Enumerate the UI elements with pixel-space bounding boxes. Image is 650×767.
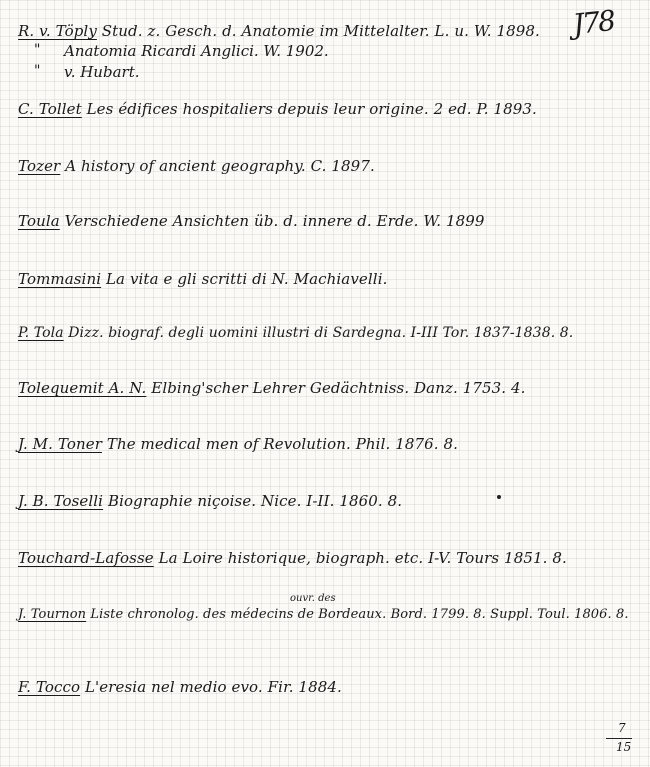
entry-title: Liste chronolog. des médecins de Bordeaux. Bord. 1799. 8. Suppl. Toul. 1806. 8. — [86, 607, 629, 622]
entry-title: Les édifices hospitaliers depuis leur origine. 2 ed. P. 1893. — [81, 100, 537, 118]
entry-title: Elbing'scher Lehrer Gedächtniss. Danz. 1753. 4. — [146, 379, 526, 397]
entry-title: Biographie niçoise. Nice. I-II. 1860. 8. — [103, 492, 403, 510]
entry-title: La vita e gli scritti di N. Machiavelli. — [101, 270, 388, 288]
entry-author: R. v. Töply — [18, 22, 97, 40]
entry-tolequemit — [18, 379, 526, 397]
entry-author: C. Tollet — [18, 100, 82, 118]
entry-sub-line: Anatomia Ricardi Anglici. W. 1902. — [64, 42, 329, 60]
ink-speck — [497, 495, 501, 499]
entry-toner — [18, 435, 458, 453]
entry-sub-line: v. Hubart. — [64, 63, 140, 81]
entry-title: The medical men of Revolution. Phil. 1876. 8. — [101, 435, 459, 453]
entry-author: J. Tournon — [18, 607, 87, 622]
entry-author: Toula — [18, 212, 60, 230]
ditto-mark: " — [34, 42, 41, 58]
entry-title: A history of ancient geography. C. 1897. — [60, 157, 375, 175]
entry-tommasini — [18, 270, 387, 288]
entry-title: La Loire historique, biograph. etc. I-V. Tours 1851. 8. — [153, 549, 567, 567]
entry-author: J. M. Toner — [18, 435, 102, 453]
entry-author: Tommasini — [18, 270, 102, 288]
entry-tournon — [18, 606, 629, 624]
entry-author: Touchard-Lafosse — [18, 549, 154, 567]
entry-tollet — [18, 100, 537, 118]
entry-author: F. Tocco — [18, 678, 81, 696]
entry-toply — [18, 22, 540, 40]
interlinear-insertion: ouvr. des — [290, 593, 336, 604]
entry-touchard-lafosse — [18, 549, 567, 567]
ditto-mark: " — [34, 63, 41, 79]
entry-title: Verschiedene Ansichten üb. d. innere d. Erde. W. 1899 — [59, 212, 485, 230]
entry-author: J. B. Toselli — [18, 492, 104, 510]
entry-tola — [18, 324, 573, 342]
entry-tozer — [18, 157, 375, 175]
entry-toula — [18, 212, 485, 230]
entry-author: P. Tola — [18, 325, 64, 341]
footer-fraction-bar — [606, 738, 632, 739]
entry-title: L'eresia nel medio evo. Fir. 1884. — [80, 678, 342, 696]
entry-title: Dizz. biograf. degli uomini illustri di Sardegna. I-III Tor. 1837-1838. 8. — [63, 325, 574, 341]
footer-numerator: 7 — [618, 721, 626, 735]
entry-author: Tolequemit A. N. — [18, 379, 147, 397]
entry-toselli — [18, 492, 402, 510]
entry-author: Tozer — [18, 157, 61, 175]
entry-tocco — [18, 678, 342, 696]
page-number: J78 — [571, 3, 616, 42]
footer-denominator: 15 — [616, 740, 632, 754]
entry-title: Stud. z. Gesch. d. Anatomie im Mittelalter. L. u. W. 1898. — [96, 22, 540, 40]
